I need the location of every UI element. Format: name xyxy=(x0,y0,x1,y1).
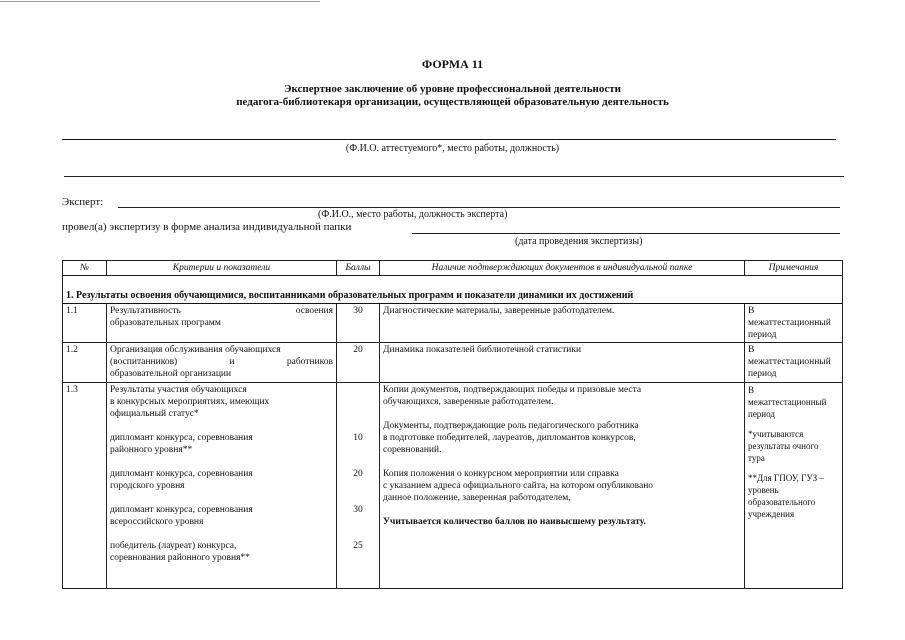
points-value: 10 xyxy=(353,433,363,443)
table-row xyxy=(63,383,843,589)
criteria-line-1: Организация обслуживания обучающихся xyxy=(110,345,281,355)
scan-edge xyxy=(0,1,320,2)
note-line: тура xyxy=(748,453,765,463)
criteria-line: в конкурсных мероприятиях, имеющих xyxy=(110,397,270,407)
header-criteria: Критерии и показатели xyxy=(107,261,337,276)
note-line: В xyxy=(748,345,755,355)
note-line: образовательного xyxy=(748,497,816,507)
row-notes xyxy=(745,304,843,343)
document-line: Документы, подтверждающие роль педагогического работника xyxy=(383,421,639,431)
row-documents: Диагностические материалы, заверенные работодателем. xyxy=(380,304,745,343)
expert-line xyxy=(118,207,840,208)
criteria-line: районного уровня** xyxy=(110,445,193,455)
note-line: уровень xyxy=(748,485,779,495)
row-notes xyxy=(745,383,843,589)
note-line: период xyxy=(748,409,775,419)
note-line: межаттестационный xyxy=(748,357,831,367)
row-num: 1.3 xyxy=(63,383,107,589)
date-line xyxy=(412,233,840,234)
conducted-text: провел(а) экспертизу в форме анализа индивидуальной папки xyxy=(62,221,352,233)
criteria-line: дипломант конкурса, соревнования xyxy=(110,469,253,479)
criteria-line: победитель (лауреат) конкурса, xyxy=(110,541,237,551)
row-criteria xyxy=(107,383,337,589)
section-row xyxy=(63,276,843,304)
note-line: межаттестационный xyxy=(748,318,831,328)
document-line: данное положение, заверенная работодателем, xyxy=(383,493,571,503)
expert-caption: (Ф.И.О., место работы, должность эксперта) xyxy=(318,209,508,220)
criteria-line-2: образовательных программ xyxy=(110,318,221,328)
table-row xyxy=(63,304,843,343)
document-line: соревнований. xyxy=(383,445,442,455)
date-caption: (дата проведения экспертизы) xyxy=(515,236,643,247)
header-notes: Примечания xyxy=(745,261,843,276)
table-header-row xyxy=(63,261,843,276)
criteria-line: дипломант конкурса, соревнования xyxy=(110,505,253,515)
note-line: период xyxy=(748,369,777,379)
points-value: 20 xyxy=(353,469,363,479)
row-num: 1.2 xyxy=(63,343,107,383)
row-documents: Динамика показателей библиотечной статистики xyxy=(380,343,745,383)
note-line: В xyxy=(748,385,755,395)
points-value: 25 xyxy=(353,541,363,551)
table-row xyxy=(63,343,843,383)
header-points: Баллы xyxy=(337,261,380,276)
criteria-word: (воспитанников) xyxy=(110,357,178,367)
document-line: в подготовке победителей, лауреатов, дипломантов конкурсов, xyxy=(383,433,636,443)
criteria-line: официальный статус* xyxy=(110,409,199,419)
form-label: ФОРМА 11 xyxy=(421,57,484,71)
criteria-line: дипломант конкурса, соревнования xyxy=(110,433,253,443)
criteria-word-2: освоения xyxy=(295,306,333,316)
row-criteria xyxy=(107,343,337,383)
points-value: 30 xyxy=(353,505,363,515)
document-line: Копии документов, подтверждающих победы и призовые места xyxy=(383,385,642,395)
criteria-word-1: Результативность xyxy=(110,306,181,316)
row-points: 20 xyxy=(337,343,380,383)
attestee-line-2 xyxy=(64,176,844,177)
section-title: 1. Результаты освоения обучающимися, воспитанниками образовательных программ и показатели динамики их достижений xyxy=(66,290,634,301)
row-points: 30 xyxy=(337,304,380,343)
row-criteria xyxy=(107,304,337,343)
criteria-line: соревнования районного уровня** xyxy=(110,553,250,563)
note-line: межаттестационный xyxy=(748,397,827,407)
criteria-line: Результаты участия обучающихся xyxy=(110,385,247,395)
note-line: учреждения xyxy=(748,509,795,519)
document-line: обучающихся, заверенные работодателем. xyxy=(383,397,554,407)
note-line: В xyxy=(748,306,755,316)
criteria-line: городского уровня xyxy=(110,481,185,491)
header-documents: Наличие подтверждающих документов в индивидуальной папке xyxy=(380,261,745,276)
criteria-line-3: образовательной организации xyxy=(110,369,232,379)
document-line: Копия положения о конкурсном мероприятии или справка xyxy=(383,469,619,479)
title-line-1: Экспертное заключение об уровне профессиональной деятельности xyxy=(284,83,621,95)
criteria-table xyxy=(62,260,843,589)
header-num: № xyxy=(63,261,107,276)
note-line: **Для ГПОУ, ГУЗ – xyxy=(748,473,824,483)
row-documents xyxy=(380,383,745,589)
attestee-line xyxy=(62,139,836,140)
note-line: *учитываются xyxy=(748,429,804,439)
criteria-line: всероссийского уровня xyxy=(110,517,204,527)
attestee-caption: (Ф.И.О. аттестуемого*, место работы, должность) xyxy=(345,143,560,154)
document-line-bold: Учитывается количество баллов по наивысшему результату. xyxy=(383,517,646,527)
expert-label: Эксперт: xyxy=(62,196,104,208)
note-line: результаты очного xyxy=(748,441,819,451)
criteria-word: и xyxy=(229,357,235,367)
criteria-word: работников xyxy=(286,357,333,367)
document-line: с указанием адреса официального сайта, на котором опубликовано xyxy=(383,481,654,491)
row-num: 1.1 xyxy=(63,304,107,343)
title-line-2: педагога-библиотекаря организации, осуществляющей образовательную деятельность xyxy=(236,96,669,108)
row-notes xyxy=(745,343,843,383)
row-points xyxy=(337,383,380,589)
note-line: период xyxy=(748,330,777,340)
